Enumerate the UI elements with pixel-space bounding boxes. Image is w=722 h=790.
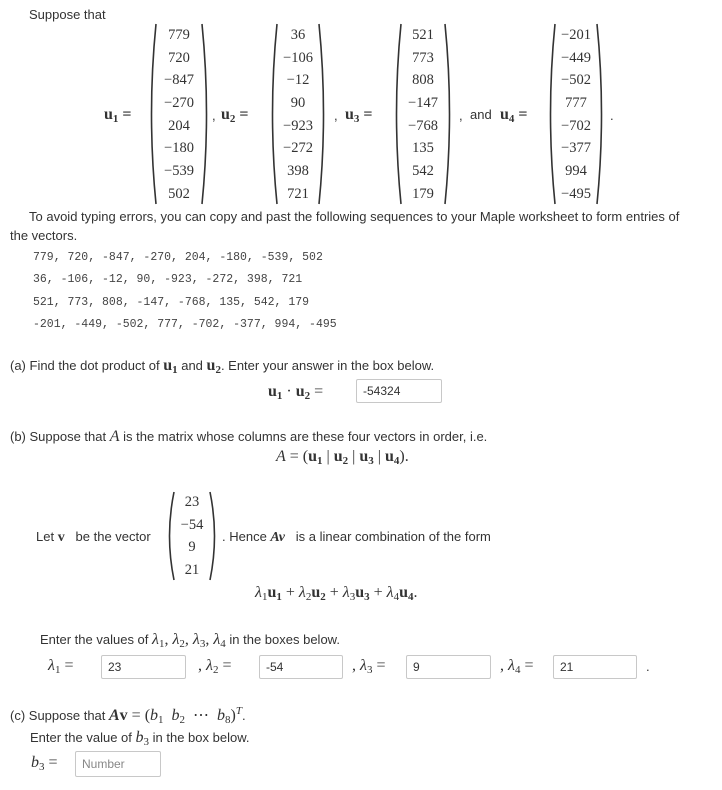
sequence-u1: 779, 720, -847, -270, 204, -180, -539, 502	[33, 251, 323, 264]
comma: ,	[459, 108, 463, 123]
vector-entry: −502	[561, 72, 591, 89]
vector-u4	[545, 22, 607, 206]
vector-entry: −923	[283, 117, 313, 134]
vector-v	[164, 490, 220, 582]
vector-entry: 777	[565, 95, 587, 112]
sequence-u3: 521, 773, 808, -147, -768, 135, 542, 179	[33, 296, 310, 309]
part-c-question: (c) Suppose that Av = (b1 b2 ⋯ b8)$^T$.	[10, 705, 246, 726]
vector-entry: −377	[561, 140, 591, 157]
vector-u3-values	[401, 24, 445, 206]
vector-entry: 773	[412, 49, 434, 66]
vector-entry: 398	[287, 163, 309, 180]
lambda3-input[interactable]	[406, 655, 491, 679]
matrix-definition: A = (u1 | u2 | u3 | u4).	[276, 448, 409, 467]
lambda4-label: , λ4 =	[500, 657, 534, 676]
part-a-question: (a) Find the dot product of u1 and u2. Enter your answer in the box below.	[10, 357, 435, 376]
right-paren-icon	[443, 22, 455, 206]
enter-b3-text: Enter the value of b3 in the box below.	[30, 729, 250, 748]
vector-entry: 779	[168, 27, 190, 43]
vector-entry: −768	[408, 117, 438, 134]
hence-text: . Hence Av is a linear combination of the form	[222, 529, 491, 545]
vector-u1-values	[156, 24, 202, 206]
lambda2-input[interactable]	[259, 655, 343, 679]
linear-combination-expression: λ1u1 + λ2u2 + λ3u3 + λ4u4.	[255, 584, 418, 603]
vector-entry: 23	[184, 494, 200, 510]
vector-entry: 808	[412, 72, 434, 89]
vector-entry: −495	[561, 185, 591, 202]
vector-entry: 721	[287, 185, 309, 202]
vector-label-u4: u4 =	[500, 106, 528, 125]
sequence-u4: -201, -449, -502, 777, -702, -377, 994, -495	[33, 318, 337, 331]
vector-u4-values	[555, 24, 597, 206]
right-paren-icon	[317, 22, 329, 206]
right-paren-icon	[200, 22, 212, 206]
vector-entry: −201	[561, 27, 591, 43]
vector-entry: −847	[164, 72, 194, 89]
sequence-u2: 36, -106, -12, 90, -923, -272, 398, 721	[33, 273, 303, 286]
vector-entry: 21	[184, 562, 200, 579]
dot-product-input[interactable]	[356, 379, 442, 403]
let-v-text: Let v be the vector	[36, 529, 151, 545]
vector-entry: 135	[412, 140, 434, 157]
lambda2-label: , λ2 =	[198, 657, 232, 676]
vector-entry: −539	[164, 163, 194, 180]
enter-lambdas-text: Enter the values of λ1, λ2, λ3, λ4 in the boxes below.	[40, 631, 340, 650]
vector-entry: 9	[188, 539, 196, 556]
vector-u1	[146, 22, 212, 206]
vector-u3	[391, 22, 455, 206]
vector-entry: 36	[290, 27, 306, 43]
b3-label: b3 =	[31, 754, 58, 773]
part-b-question: (b) Suppose that A is the matrix whose columns are these four vectors in order, i.e.	[10, 428, 488, 445]
vector-entry: 521	[412, 27, 434, 43]
and-word: and	[470, 107, 492, 122]
period: .	[646, 659, 650, 674]
vector-entry: 204	[168, 117, 190, 134]
lambda4-input[interactable]	[553, 655, 637, 679]
copy-note-continued: the vectors.	[10, 228, 78, 243]
right-paren-icon	[208, 490, 220, 582]
vector-entry: −54	[180, 516, 204, 533]
vector-entry: −449	[561, 49, 591, 66]
vector-entry: 994	[565, 163, 587, 180]
vector-v-values	[174, 491, 210, 582]
vector-u2	[267, 22, 329, 206]
dot-product-expression: u1 · u2 =	[268, 383, 324, 402]
vector-label-u1: u1 =	[104, 106, 132, 125]
intro-text: Suppose that	[29, 7, 106, 22]
vector-u2-values	[277, 24, 319, 206]
vector-entry: −272	[283, 140, 313, 157]
vector-entry: 502	[168, 185, 190, 202]
vector-entry: −180	[164, 140, 194, 157]
period: .	[610, 108, 614, 123]
vector-entry: −702	[561, 117, 591, 134]
vector-label-u2: u2 =	[221, 106, 249, 125]
right-paren-icon	[595, 22, 607, 206]
vector-label-u3: u3 =	[345, 106, 373, 125]
comma: ,	[334, 108, 338, 123]
vector-entry: 179	[412, 185, 434, 202]
b3-input[interactable]	[75, 751, 161, 777]
lambda3-label: , λ3 =	[352, 657, 386, 676]
lambda1-label: λ1 =	[48, 657, 74, 676]
vector-entry: 720	[168, 49, 190, 66]
vector-entry: −147	[408, 95, 438, 112]
vector-entry: −12	[286, 72, 310, 89]
vector-entry: 90	[290, 95, 306, 112]
lambda1-input[interactable]	[101, 655, 186, 679]
vector-entry: −270	[164, 95, 194, 112]
vector-entry: −106	[283, 49, 313, 66]
comma: ,	[212, 108, 216, 123]
copy-note: To avoid typing errors, you can copy and past the following sequences to your Maple worksheet to form entries of	[29, 209, 680, 224]
vector-entry: 542	[412, 163, 434, 180]
